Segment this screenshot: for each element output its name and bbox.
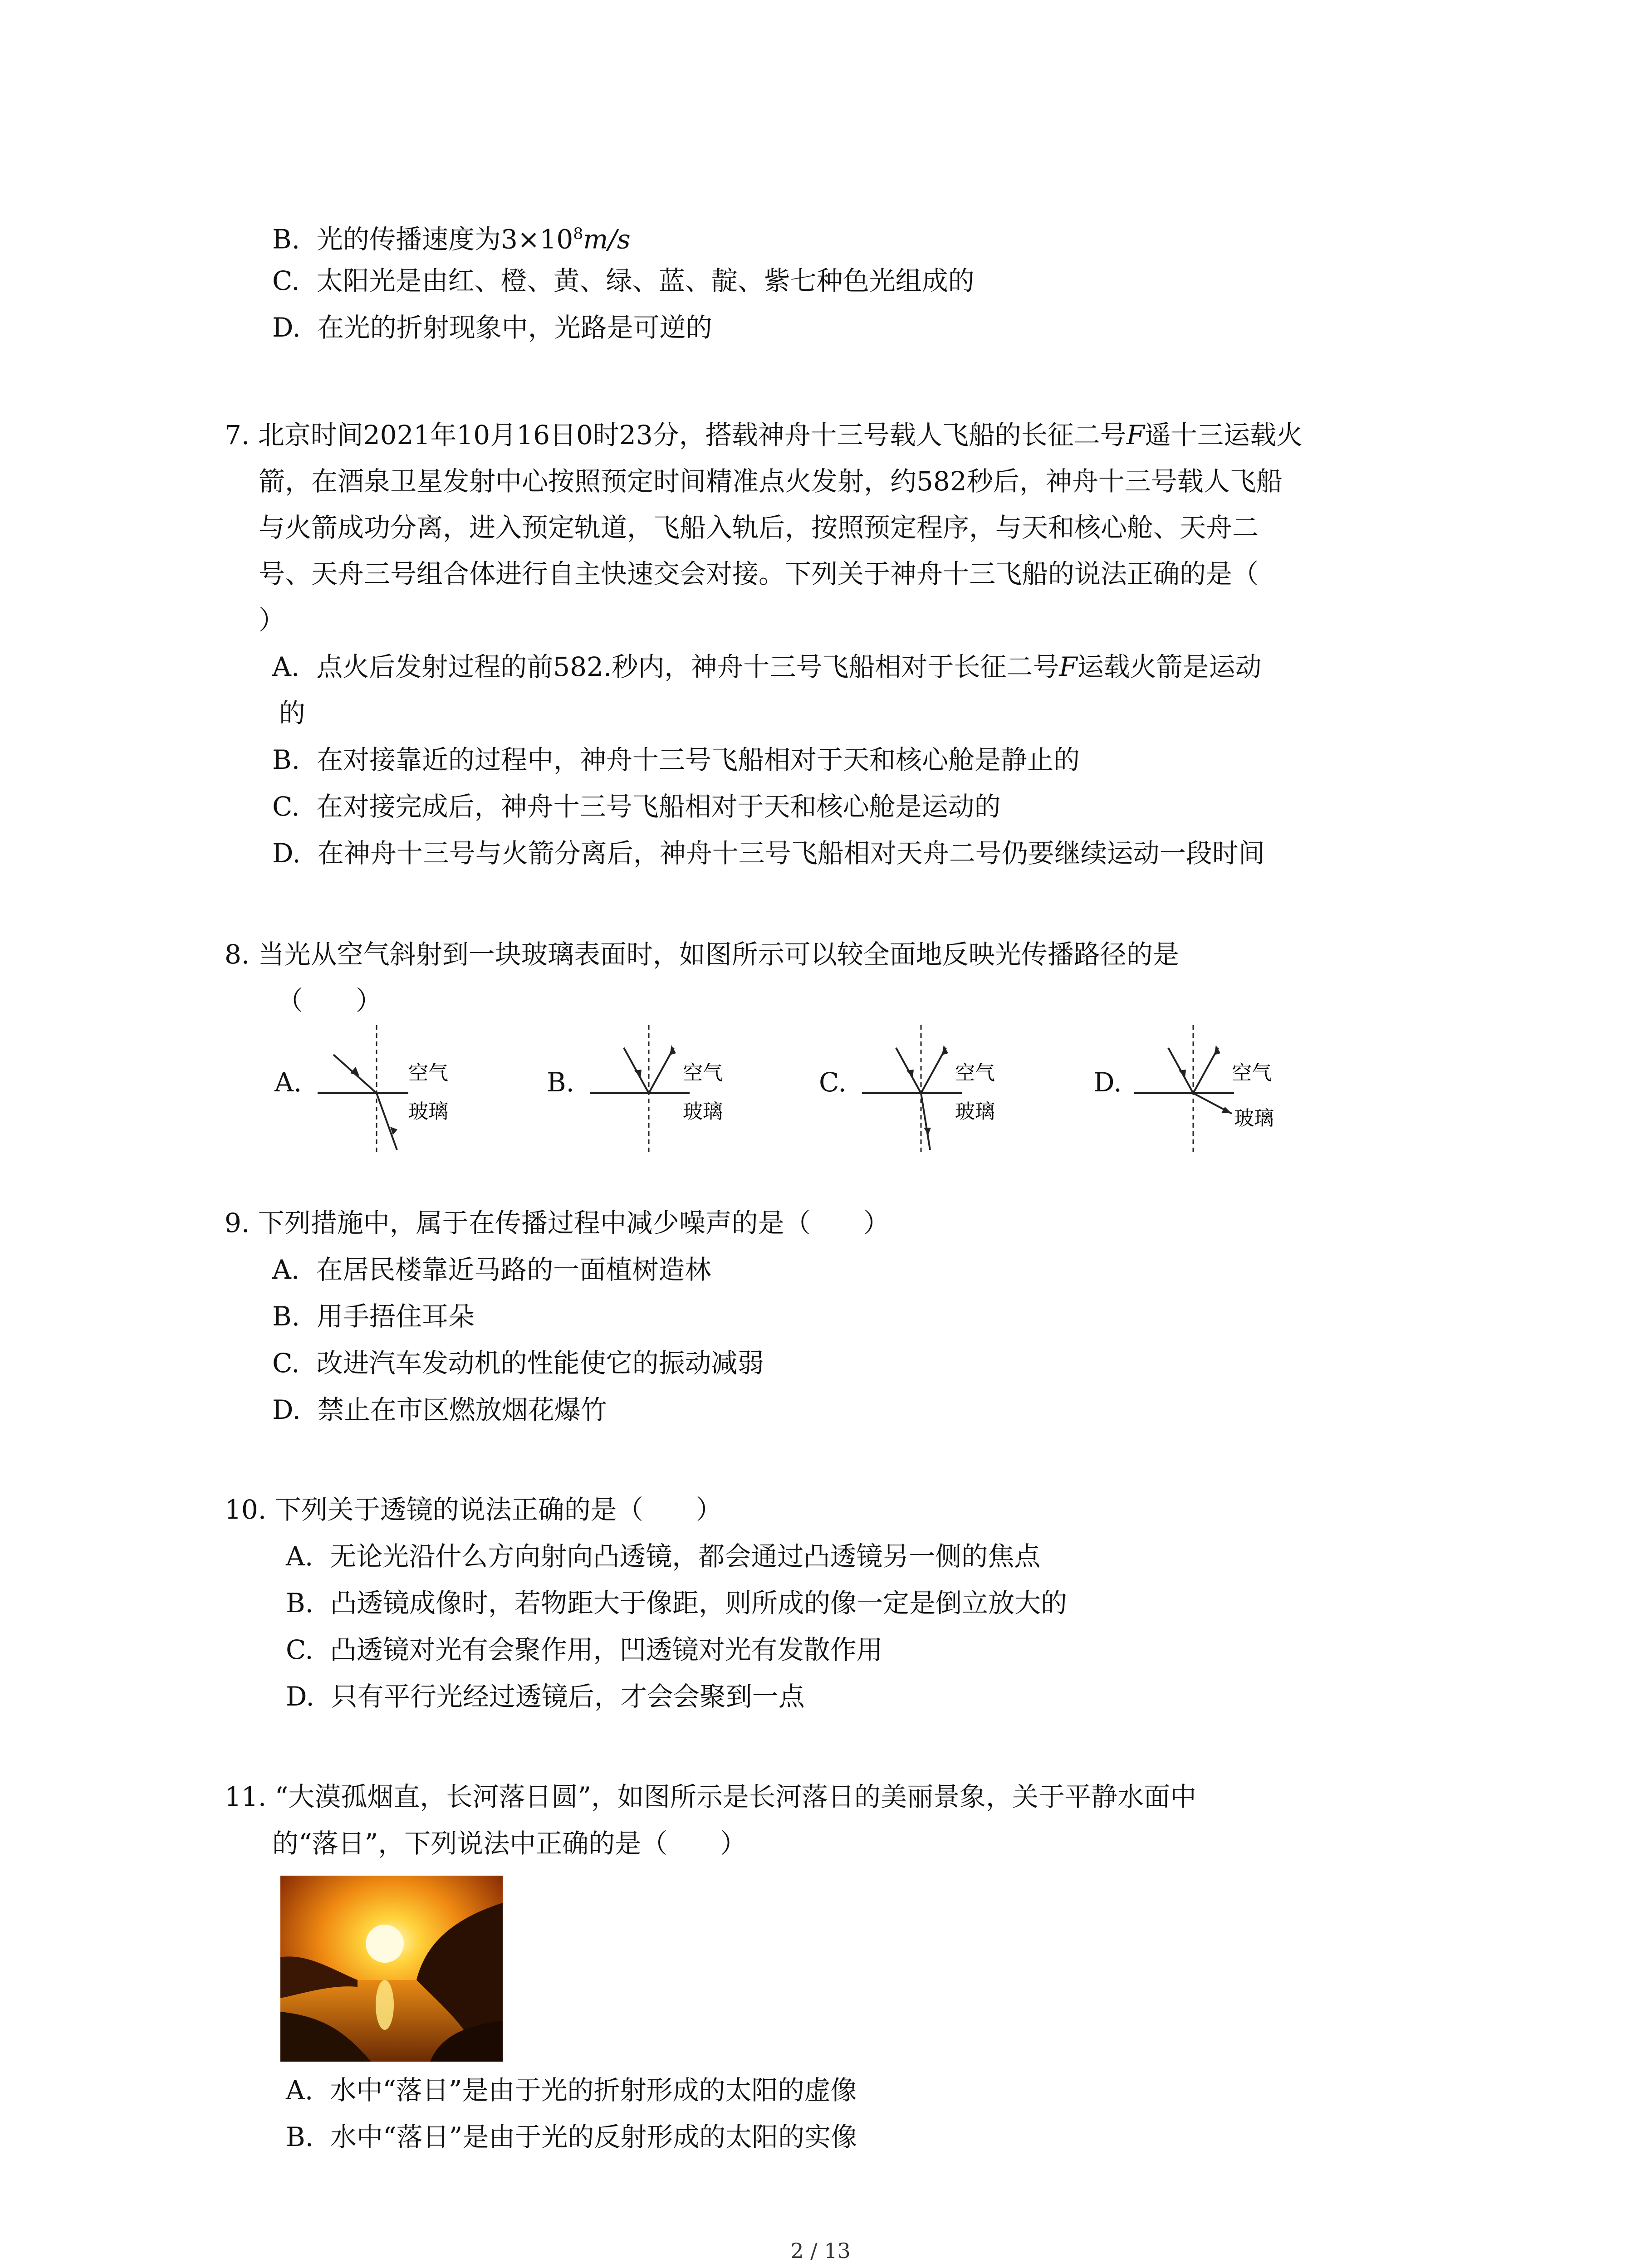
option-letter: D. xyxy=(272,1394,301,1425)
stem-text: “大漠孤烟直，长河落日圆”，如图所示是长河落日的美丽景象，关于平静水面中 xyxy=(274,1781,1196,1812)
question-number: 9. xyxy=(225,1207,250,1238)
glass-label: 玻璃 xyxy=(683,1100,723,1123)
q7-stem-line-3: 与火箭成功分离，进入预定轨道，飞船入轨后，按照预定程序，与天和核心舱、天舟二 xyxy=(259,512,1259,543)
stem-italic: F xyxy=(1126,420,1145,450)
option-letter: B. xyxy=(272,224,300,255)
q9-option-b xyxy=(272,1300,475,1333)
option-text: 在神舟十三号与火箭分离后，神舟十三号飞船相对天舟二号仍要继续运动一段时间 xyxy=(317,838,1265,869)
glass-label: 玻璃 xyxy=(955,1100,995,1123)
q7-option-a xyxy=(272,650,1262,683)
q7-option-d xyxy=(272,837,1265,870)
q9-stem xyxy=(225,1207,890,1239)
air-label: 空气 xyxy=(1232,1061,1272,1085)
q7-stem-line-1 xyxy=(225,419,1303,451)
q8-option-a-letter: A. xyxy=(274,1067,302,1098)
option-italic: F xyxy=(1059,651,1078,682)
glass-label: 玻璃 xyxy=(408,1100,448,1123)
q8-stem xyxy=(225,938,1179,971)
question-number: 10. xyxy=(225,1494,267,1525)
q10-option-a xyxy=(286,1540,1040,1573)
q7-option-b xyxy=(272,743,1080,776)
option-letter: A. xyxy=(272,1254,300,1285)
stem-text: 遥十三运载火 xyxy=(1144,420,1303,450)
option-letter: B. xyxy=(272,1301,300,1332)
option-text: 用手捂住耳朵 xyxy=(316,1301,475,1332)
q7-option-a-line-2: 的 xyxy=(279,698,306,728)
sunset-river-photo xyxy=(280,1876,503,2062)
option-letter: A. xyxy=(272,651,300,682)
question-number: 11. xyxy=(225,1781,267,1812)
option-letter: A. xyxy=(286,2075,314,2106)
question-number: 7. xyxy=(225,420,250,450)
option-text: 水中“落日”是由于光的折射形成的太阳的虚像 xyxy=(330,2075,857,2106)
q11-option-a xyxy=(286,2074,857,2107)
option-text: 只有平行光经过透镜后，才会会聚到一点 xyxy=(331,1681,805,1712)
option-text: 在对接完成后，神舟十三号飞船相对于天和核心舱是运动的 xyxy=(316,791,1001,822)
stem-text: 北京时间2021年10月16日0时23分，搭载神舟十三号载人飞船的长征二号 xyxy=(258,420,1127,450)
option-letter: B. xyxy=(286,2121,314,2152)
q8-option-d-letter: D. xyxy=(1093,1067,1122,1098)
q11-stem-line-2: 的“落日”，下列说法中正确的是（ ） xyxy=(272,1828,747,1859)
question-number: 8. xyxy=(225,939,250,970)
option-text: 在居民楼靠近马路的一面植树造林 xyxy=(316,1254,711,1285)
q10-option-c xyxy=(286,1633,883,1666)
q7-stem-line-4: 号、天舟三号组合体进行自主快速交会对接。下列关于神舟十三飞船的说法正确的是（ xyxy=(259,558,1259,589)
option-letter: C. xyxy=(272,791,300,822)
q11-stem-line-1 xyxy=(225,1780,1196,1813)
option-letter: D. xyxy=(272,312,301,343)
option-letter: B. xyxy=(286,1588,314,1618)
option-text: 在光的折射现象中，光路是可逆的 xyxy=(317,312,712,343)
option-text: 点火后发射过程的前582.秒内，神舟十三号飞船相对于长征二号 xyxy=(316,651,1059,682)
option-text: 凸透镜对光有会聚作用，凹透镜对光有发散作用 xyxy=(330,1634,883,1665)
q9-option-c xyxy=(272,1347,764,1379)
option-text: 太阳光是由红、橙、黄、绿、蓝、靛、紫七种色光组成的 xyxy=(316,265,975,296)
air-label: 空气 xyxy=(955,1061,995,1085)
option-letter: C. xyxy=(272,265,300,296)
stem-text: 下列关于透镜的说法正确的是（ ） xyxy=(274,1494,722,1525)
q7-stem-line-2: 箭，在酒泉卫星发射中心按照预定时间精准点火发射，约582秒后，神舟十三号载人飞船 xyxy=(259,466,1283,497)
option-letter: B. xyxy=(272,744,300,775)
exponent: 8 xyxy=(573,225,583,243)
option-letter: D. xyxy=(286,1681,314,1712)
q7-stem-line-5: ） xyxy=(259,605,285,635)
q8-answer-paren: （ ） xyxy=(277,985,382,1016)
q6-option-c xyxy=(272,264,975,297)
q8-diagram-c xyxy=(862,1016,1016,1157)
option-text: 水中“落日”是由于光的反射形成的太阳的实像 xyxy=(330,2121,857,2152)
unit: m/s xyxy=(583,224,631,255)
glass-label: 玻璃 xyxy=(1234,1107,1274,1130)
q10-stem xyxy=(225,1493,722,1526)
stem-text: 当光从空气斜射到一块玻璃表面时，如图所示可以较全面地反映光传播路径的是 xyxy=(258,939,1179,970)
option-text: 光的传播速度为3×10 xyxy=(316,224,573,255)
q6-option-b xyxy=(272,218,631,255)
page-number: 2 / 13 xyxy=(790,2239,851,2263)
q8-option-b-letter: B. xyxy=(547,1067,575,1098)
q7-option-c xyxy=(272,790,1001,823)
q8-diagram-a xyxy=(318,1016,472,1157)
q10-option-d xyxy=(286,1680,805,1713)
option-text: 凸透镜成像时，若物距大于像距，则所成的像一定是倒立放大的 xyxy=(330,1588,1067,1618)
option-letter: C. xyxy=(286,1634,314,1665)
option-letter: A. xyxy=(286,1541,314,1572)
q8-diagram-d xyxy=(1134,1016,1298,1157)
option-text: 在对接靠近的过程中，神舟十三号飞船相对于天和核心舱是静止的 xyxy=(316,744,1080,775)
option-text: 禁止在市区燃放烟花爆竹 xyxy=(317,1394,607,1425)
q8-option-c-letter: C. xyxy=(819,1067,847,1098)
q9-option-a xyxy=(272,1253,711,1286)
option-letter: D. xyxy=(272,838,301,869)
q8-diagram-b xyxy=(590,1016,744,1157)
q6-option-d xyxy=(272,311,712,344)
air-label: 空气 xyxy=(408,1061,448,1085)
option-text: 改进汽车发动机的性能使它的振动减弱 xyxy=(316,1348,764,1378)
stem-text: 下列措施中，属于在传播过程中减少噪声的是（ ） xyxy=(258,1207,890,1238)
option-letter: C. xyxy=(272,1348,300,1378)
option-text: 无论光沿什么方向射向凸透镜，都会通过凸透镜另一侧的焦点 xyxy=(330,1541,1041,1572)
q9-option-d xyxy=(272,1393,607,1426)
q11-option-b xyxy=(286,2121,857,2153)
q10-option-b xyxy=(286,1587,1067,1619)
air-label: 空气 xyxy=(683,1061,723,1085)
option-text: 运载火箭是运动 xyxy=(1077,651,1262,682)
